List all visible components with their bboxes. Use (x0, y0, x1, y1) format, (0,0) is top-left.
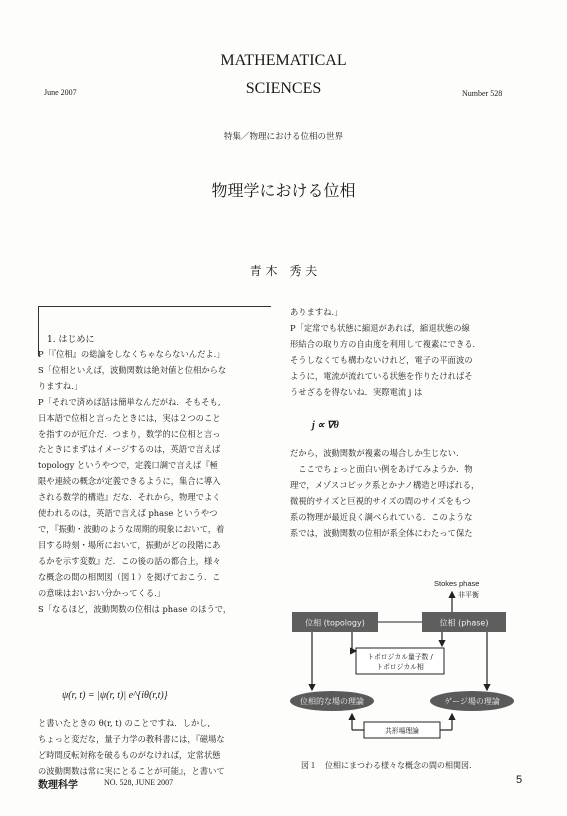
text-line: 使われるのは，英語で言えば phase というやつ (38, 508, 218, 519)
footer-issue: NO. 528, JUNE 2007 (104, 778, 174, 787)
nonadiabatic-label: 非平衡 (458, 591, 479, 599)
text-line: P「定常でも状態に縮退があれば，縮退状態の線 (290, 322, 470, 333)
text-line: 系の物理が最近良く調べられている．このような (290, 511, 473, 522)
wavefunction-equation: ψ(r, t) = |ψ(r, t)| e^{iθ(r,t)} (62, 690, 168, 701)
concept-diagram (282, 572, 542, 752)
text-line: で，『振動・波動のような周期的現象において，着 (38, 523, 225, 534)
text-line: の意味はおいおい分かってくる.」 (38, 587, 166, 598)
issue-date: June 2007 (44, 88, 77, 97)
node-gauge-field-theory-label: ゲージ場の理論 (444, 697, 500, 706)
special-topic-label: 特集／物理における位相の世界 (223, 132, 343, 142)
text-line: される数学的構造』だな．それから，物理でよく (38, 492, 221, 503)
text-line: 日本語で位相と言ったときには，実は２つのこと (38, 412, 221, 423)
text-line: 系では，波動関数の位相が系全体にわたって保た (290, 527, 473, 538)
section-heading: 1. はじめに (47, 335, 95, 345)
stokes-phase-label: Stokes phase (434, 579, 480, 588)
text-line: と書いたときの θ(r, t) のことですね．しかし, (38, 718, 211, 728)
node-phase-label: 位相 (phase) (439, 618, 489, 628)
right-column-text-b (290, 446, 479, 541)
text-line: うせざるを得ないね．実際電流 j は (290, 386, 423, 397)
text-line: ように，電流が流れている状態を作りたければそ (290, 370, 473, 381)
journal-name-line1: MATHEMATICAL (220, 52, 347, 69)
page-number: 5 (516, 774, 523, 786)
text-line: 微視的サイズと巨視的サイズの間のサイズをもつ (290, 495, 471, 506)
text-line: S「なるほど，波動関数の位相は phase のほうで， (38, 603, 232, 614)
text-line: を指すのが厄介だ．つまり，数学的に位相と言っ (38, 428, 221, 439)
text-line: P「それで済めば話は簡単なんだがね．そもそも, (38, 396, 221, 407)
text-line: そうしなくても構わないけれど，電子の平面波の (290, 354, 473, 365)
footer-journal-jp: 数理科学 (38, 780, 78, 791)
text-line: な概念の間の相関図（図１）を掲げておこう．こ (38, 571, 221, 582)
issue-number: Number 528 (462, 89, 503, 98)
right-column-text-a (290, 305, 481, 400)
text-line: 限や連続の概念が定義できるように，集合に導入 (38, 476, 221, 487)
node-topological-field-theory-label: 位相的な場の理論 (300, 697, 364, 706)
text-line: 目する時刻・場所において，振動がどの段階にあ (38, 539, 221, 550)
text-line: P「『位相』の総論をしなくちゃならないんだよ.」 (38, 349, 225, 359)
text-line: りますね.」 (38, 380, 83, 391)
cft-box-label: 共形場理論 (385, 727, 419, 735)
text-line: たときにまずはイメージするのは，英語で言えば (38, 444, 221, 455)
text-line: るかを示す変数』だ．この後の話の都合上，様々 (38, 555, 221, 566)
text-line: だから，波動関数が複素の場合しか生じない． (290, 448, 465, 458)
text-line: 形結合の取り方の自由度を利用して複素にできる． (290, 338, 481, 349)
text-line: ここでちょっと面白い例をあげてみようか．物 (290, 463, 473, 474)
figure-caption: 図１ 位相にまつわる様々な概念の間の相関図. (301, 761, 472, 770)
text-line: ど時間反転対称を破るものがなければ，定常状態 (38, 749, 221, 760)
text-line: ありますね.」 (290, 307, 343, 317)
section-rule-horizontal (38, 306, 271, 307)
author-name: 青 木 秀 夫 (249, 264, 318, 278)
text-line: ちょっと変だな，量子力学の教科書には，『磁場な (38, 733, 225, 744)
article-title: 物理学における位相 (211, 181, 356, 200)
journal-name-line2: SCIENCES (245, 80, 322, 97)
current-equation: j ∝ ∇θ (312, 420, 339, 431)
text-line: の波動関数は常に実にとることが可能』，と書いて (38, 765, 225, 776)
topological-box-line2: トポロジカル相 (376, 663, 424, 671)
text-line: 理で，メゾスコピック系とかナノ構造と呼ばれる， (290, 479, 480, 490)
topological-box-line1: トポロジカル量子数 / (367, 653, 433, 661)
left-column-text-b (38, 716, 225, 780)
node-topology-label: 位相 (topology) (305, 618, 365, 628)
text-line: topology というやつで，定義口調で言えば『極 (38, 460, 218, 471)
text-line: S「位相といえば，波動関数は絶対値と位相からな (38, 364, 227, 375)
left-column-text-a (38, 347, 231, 617)
